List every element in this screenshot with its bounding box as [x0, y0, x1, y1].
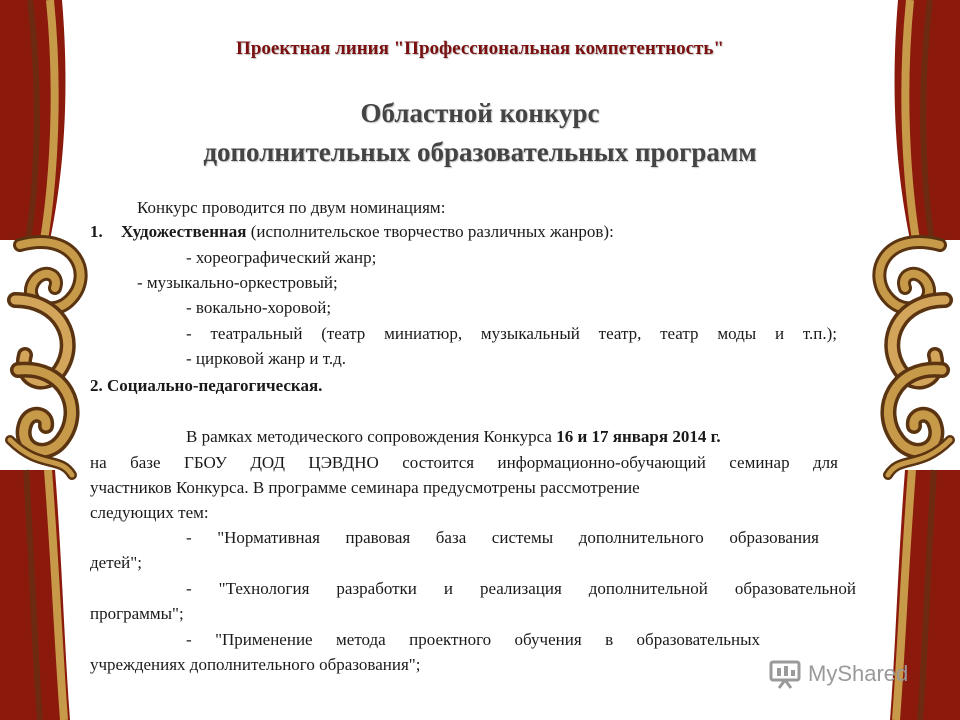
genre-item: - театральный (театр миниатюр, музыкальный театр, театр моды и т.п.);: [186, 324, 837, 343]
nomination-2: 2. Социально-педагогическая.: [90, 376, 323, 395]
topic-1-line1: - "Нормативная правовая база системы дополнительного образования: [186, 528, 819, 547]
topic-2-line1: - "Технология разработки и реализация дополнительной образовательной: [186, 579, 856, 598]
nomination-1: [90, 222, 614, 242]
genre-item: - цирковой жанр и т.д.: [186, 349, 347, 368]
topic-3-line1: - "Применение метода проектного обучения в образовательных: [186, 630, 760, 649]
nomination-1-name: Художественная: [121, 222, 247, 241]
paragraph-line3: участников Конкурса. В программе семинара предусмотрены рассмотрение: [90, 478, 640, 497]
seminar-dates: 16 и 17 января 2014 г.: [556, 427, 721, 446]
presentation-icon: [768, 659, 802, 689]
nomination-1-number: 1.: [90, 222, 103, 241]
myshared-watermark: [768, 656, 908, 692]
genre-item: - вокально-хоровой;: [186, 298, 332, 317]
intro-text: Конкурс проводится по двум номинациям:: [137, 198, 446, 217]
watermark-text: MyShared: [808, 661, 909, 686]
paragraph-line2: на базе ГБОУ ДОД ЦЭВДНО состоится информационно-обучающий семинар для: [90, 453, 838, 472]
slide-title-line1: Областной конкурс: [360, 98, 600, 128]
genre-item: - музыкально-оркестровый;: [137, 273, 338, 292]
paragraph-start: В рамках методического сопровождения Конкурса: [186, 427, 557, 446]
topic-2-line2: программы";: [90, 604, 184, 623]
paragraph-line1: [186, 427, 721, 447]
genre-item: - хореографический жанр;: [186, 248, 377, 267]
paragraph-line4: следующих тем:: [90, 503, 209, 522]
nomination-1-desc: (исполнительское творчество различных жанров):: [246, 222, 614, 241]
project-line-heading: Проектная линия "Профессиональная компетентность": [236, 38, 724, 59]
topic-1-line2: детей";: [90, 553, 142, 572]
topic-3-line2: учреждениях дополнительного образования";: [90, 655, 421, 674]
slide-title-line2: дополнительных образовательных программ: [203, 137, 757, 167]
